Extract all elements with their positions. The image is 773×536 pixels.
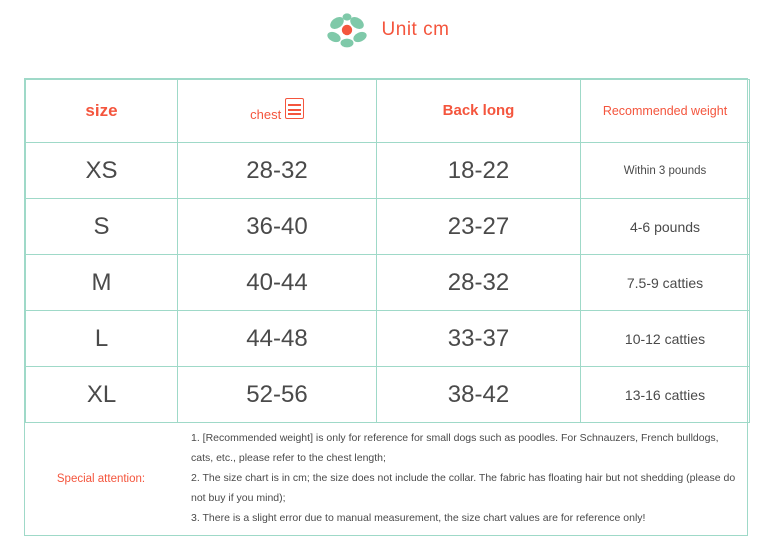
cell-back-long: 18-22	[377, 143, 581, 199]
flower-icon	[324, 10, 370, 50]
cell-size: M	[26, 255, 178, 311]
size-chart-table	[25, 79, 750, 423]
note-item: 3. There is a slight error due to manual measurement, the size chart values are for reference only!	[191, 511, 646, 524]
table-header	[26, 80, 750, 143]
cell-chest: 40-44	[178, 255, 377, 311]
column-header-chest	[178, 80, 377, 143]
cell-back-long: 28-32	[377, 255, 581, 311]
cell-back-long: 38-42	[377, 367, 581, 423]
special-attention-list	[177, 423, 747, 535]
cell-size: XL	[26, 367, 178, 423]
page-title: Unit cm	[381, 19, 450, 40]
cell-chest: 28-32	[178, 143, 377, 199]
page-header	[0, 0, 773, 60]
column-header-back-long-label: Back long	[442, 102, 515, 119]
column-header-recommended-weight	[581, 80, 750, 143]
cell-chest: 44-48	[178, 311, 377, 367]
table-row	[26, 143, 750, 199]
note-item: 1. [Recommended weight] is only for reference for small dogs such as poodles. For Schnauzers, French bulldogs, cats, etc., please refer to the chest length;	[191, 432, 719, 464]
cell-chest: 52-56	[178, 367, 377, 423]
cell-chest: 36-40	[178, 199, 377, 255]
special-attention-label: Special attention:	[56, 472, 146, 485]
cell-recommended-weight: Within 3 pounds	[581, 143, 750, 199]
cell-size: XS	[26, 143, 178, 199]
cell-recommended-weight: 4-6 pounds	[581, 199, 750, 255]
cell-size: S	[26, 199, 178, 255]
table-row	[26, 199, 750, 255]
size-chart-table-wrapper	[24, 78, 748, 536]
column-header-chest-label: chest	[250, 107, 282, 122]
cell-back-long: 33-37	[377, 311, 581, 367]
size-tag-icon	[285, 98, 304, 119]
special-attention-section	[25, 423, 747, 535]
column-header-size	[26, 80, 178, 143]
table-row	[26, 255, 750, 311]
table-row	[26, 367, 750, 423]
cell-recommended-weight: 10-12 catties	[581, 311, 750, 367]
table-body	[26, 143, 750, 423]
cell-size: L	[26, 311, 178, 367]
column-header-recommended-weight-label: Recommended weight	[602, 104, 728, 118]
note-item: 2. The size chart is in cm; the size does not include the collar. The fabric has floating hair but not shedding (please do not buy if you mind);	[191, 471, 736, 504]
table-header-row	[26, 80, 750, 143]
cell-recommended-weight: 7.5-9 catties	[581, 255, 750, 311]
table-row	[26, 311, 750, 367]
cell-recommended-weight: 13-16 catties	[581, 367, 750, 423]
cell-back-long: 23-27	[377, 199, 581, 255]
column-header-size-label: size	[85, 101, 118, 120]
column-header-back-long	[377, 80, 581, 143]
